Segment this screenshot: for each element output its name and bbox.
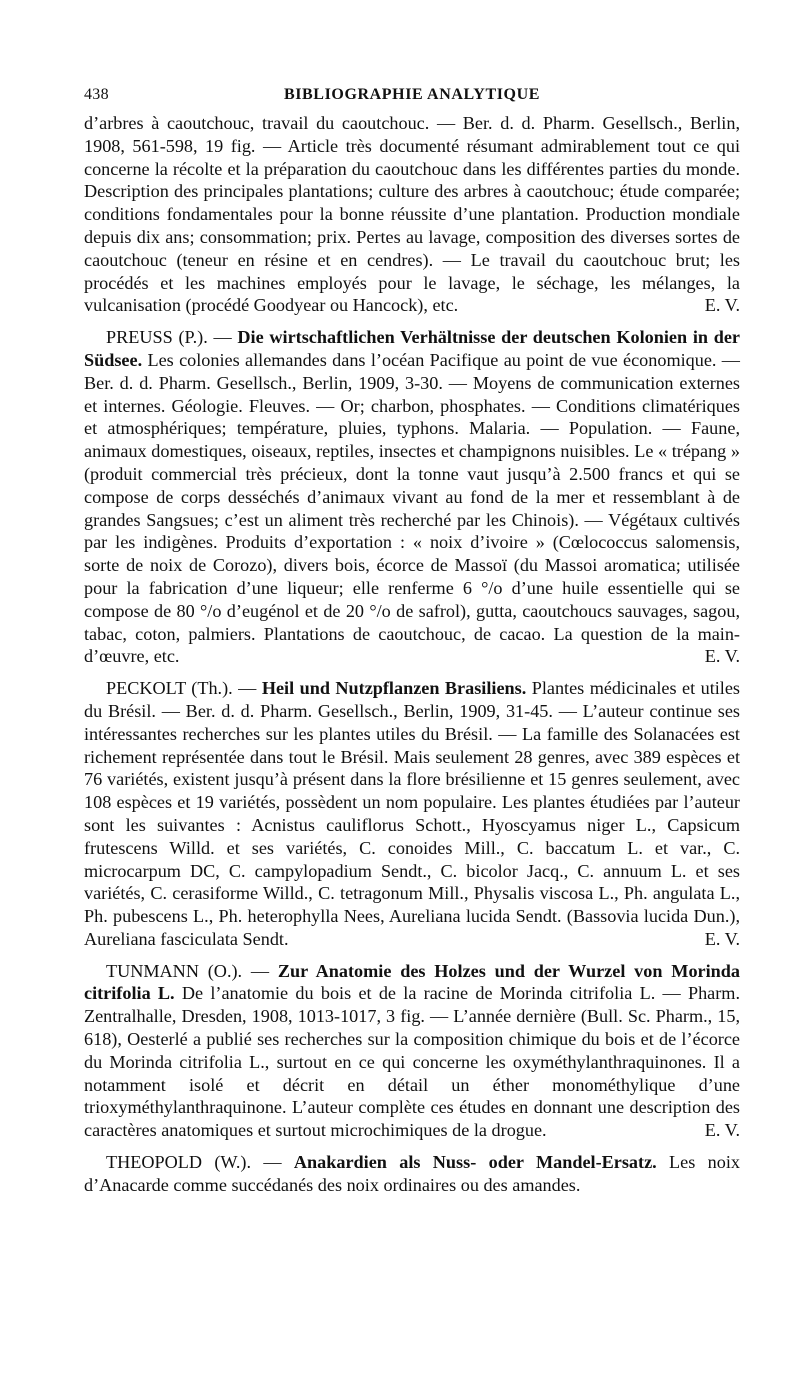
bibliography-entry-tunmann: TUNMANN (O.). — Zur Anatomie des Holzes und der Wurzel von Morinda citrifolia L. De l’anatomie du bois et de la racine de Morinda citrifolia L. — Pharm. Zentralhalle, Dresden, 1908, 1013-1017, 3 fig. — L’année dernière (Bull. Sc. Pharm., 15, 618), Oesterlé a publié ses recherches sur la composition chimique du bois et de l’écorce du Morinda citrifolia L., surtout en ce qui concerne les oxyméthylanthraquinones. Il a notamment isolé et décrit en détail un éther monométhylique d’une trioxyméthylanthraquinone. L’auteur complète ces études en donnant une description des caractères anatomiques et surtout microchimiques de la drogue. E. V.: [84, 960, 740, 1141]
entry-signature: E. V.: [704, 646, 740, 667]
entry-title: Zur Anatomie des Holzes und der Wurzel von Morinda citrifolia L.: [84, 960, 740, 1004]
bibliography-entry-peckolt: PECKOLT (Th.). — Heil und Nutzpflanzen Brasiliens. Plantes médicinales et utiles du Brésil. — Ber. d. d. Pharm. Gesellsch., Berlin, 1909, 31-45. — L’auteur continue ses intéressantes recherches sur les plantes utiles du Brésil. — La famille des Solanacées est richement représentée dans tout le Brésil. Mais seulement 28 genres, avec 389 espèces et 76 variétés, existent jusqu’à présent dans la flore brésilienne et 15 genres seulement, avec 108 espèces et 19 variétés, possèdent un nom populaire. Les plantes étudiées par l’auteur sont les suivantes : Acnistus cauliflorus Schott., Hyoscyamus niger L., Capsicum frutescens Willd. et ses variétés, C. conoides Mill., C. baccatum L. et var., C. microcarpum DC, C. campylopadium Sendt., C. bicolor Jacq., C. annuum L. et ses variétés, C. cerasiforme Willd., C. tetragonum Mill., Physalis viscosa L., Ph. angulata L., Ph. pubescens L., Ph. heterophylla Nees, Aureliana lucida Sendt. (Bassovia lucida Dun.), Aureliana fasciculata Sendt. E. V.: [84, 678, 741, 949]
bibliography-entry-theopold: THEOPOLD (W.). — Anakardien als Nuss- oder Mandel-Ersatz. Les noix d’Anacarde comme succédanés des noix ordinaires ou des amandes.: [84, 1152, 740, 1195]
entry-signature: E. V.: [704, 295, 740, 316]
entry-author: PREUSS (P.).: [106, 327, 208, 348]
entry-text: d’arbres à caoutchouc, travail du caoutchouc. — Ber. d. d. Pharm. Gesellsch., Berlin, 1908, 561-598, 19 fig. — Article très documenté résumant admirablement tout ce qui concerne la récolte et la préparation du caoutchouc dans les différentes parties du monde. Description des principales plantations; culture des arbres à caoutchouc; étude comparée; conditions fondamentales pour la bonne réussite d’une plantation. Production mondiale depuis dix ans; consommation; prix. Pertes au lavage, composition des diverses sortes de caoutchouc (teneur en résine et en cendres). — Le travail du caoutchouc brut; les procédés et les machines employés pour le lavage, le séchage, les mélanges, la vulcanisation (procédé Goodyear ou Hancock), etc.: [84, 113, 740, 316]
page-number: 438: [84, 86, 109, 103]
entry-author: PECKOLT (Th.).: [106, 678, 233, 699]
entry-text: Plantes médicinales et utiles du Brésil. — Ber. d. d. Pharm. Gesellsch., Berlin, 1909, 31-45. — L’auteur continue ses intéressantes recherches sur les plantes utiles du Brésil. — La famille des Solanacées est richement représentée dans tout le Brésil. Mais seulement 28 genres, avec 389 espèces et 76 variétés, existent jusqu’à présent dans la flore brésilienne et 15 genres seulement, avec 108 espèces et 19 variétés, possèdent un nom populaire. Les plantes étudiées par l’auteur sont les suivantes : Acnistus cauliflorus Schott., Hyoscyamus niger L., Capsicum frutescens Willd. et ses variétés, C. conoides Mill., C. baccatum L. et var., C. microcarpum DC, C. campylopadium Sendt., C. bicolor Jacq., C. annuum L. et ses variétés, C. cerasiforme Willd., C. tetragonum Mill., Physalis viscosa L., Ph. angulata L., Ph. pubescens L., Ph. heterophylla Nees, Aureliana lucida Sendt. (Bassovia lucida Dun.), Aureliana fasciculata Sendt.: [84, 678, 741, 949]
entry-title: Heil und Nutzpflanzen Brasiliens.: [261, 678, 527, 699]
running-title: BIBLIOGRAPHIE ANALYTIQUE: [283, 86, 541, 103]
entry-text: Les colonies allemandes dans l’océan Pacifique au point de vue économique. — Ber. d. d. Pharm. Gesellsch., Berlin, 1909, 3-30. — Moyens de communication externes et internes. Géologie. Fleuves. — Or; charbon, phosphates. — Conditions climatériques et atmosphériques; température, pluies, typhons. Malaria. — Population. — Faune, animaux domestiques, oiseaux, reptiles, insectes et champignons nuisibles. Le « trépang » (produit commercial très précieux, dont la tonne vaut jusqu’à 2.500 francs et qui se compose de corps desséchés d’animaux vivant au fond de la mer et ressemblant à de grandes Sangsues; c’est un aliment très recherché par les Chinois). — Végétaux cultivés par les indigènes. Produits d’exportation : « noix d’ivoire » (Cœlococcus salomensis, sorte de noix de Corozo), divers bois, écorce de Massoï (du Massoi aromatica; utilisée pour la fabrication d’une liqueur; elle renferme 6 °/o d’une huile essentielle qui se compose de 80 °/o d’eugénol et de 20 °/o de safrol), gutta, caoutchoucs sauvages, sagou, tabac, coton, palmiers. Plantations de caoutchouc, de cacao. La question de la main-d’œuvre, etc.: [84, 349, 740, 667]
entry-signature: E. V.: [704, 928, 740, 949]
entry-text: De l’anatomie du bois et de la racine de Morinda citrifolia L. — Pharm. Zentralhalle, Dresden, 1908, 1013-1017, 3 fig. — L’année dernière (Bull. Sc. Pharm., 15, 618), Oesterlé a publié ses recherches sur la composition chimique du bois et de l’écorce du Morinda citrifolia L., surtout en ce qui concerne les oxyméthylanthraquinones. Il a notamment isolé et décrit en détail un éther monométhylique d’une trioxyméthylanthraquinone. L’auteur complète ces études en donnant une description des caractères anatomiques et surtout microchimiques de la drogue.: [84, 983, 740, 1141]
bibliography-body: [84, 112, 740, 1197]
entry-text: Les noix d’Anacarde comme succédanés des noix ordinaires ou des amandes.: [84, 1152, 740, 1195]
entry-title: Die wirtschaftlichen Verhältnisse der deutschen Kolonien in der Südsee.: [84, 327, 740, 370]
entry-author: TUNMANN (O.).: [106, 960, 243, 981]
entry-signature: E. V.: [704, 1120, 740, 1141]
entry-title: Anakardien als Nuss- oder Mandel-Ersatz.: [293, 1152, 657, 1173]
running-header: [84, 86, 740, 112]
bibliography-entry-preuss: PREUSS (P.). — Die wirtschaftlichen Verhältnisse der deutschen Kolonien in der Südsee. Les colonies allemandes dans l’océan Pacifique au point de vue économique. — Ber. d. d. Pharm. Gesellsch., Berlin, 1909, 3-30. — Moyens de communication externes et internes. Géologie. Fleuves. — Or; charbon, phosphates. — Conditions climatériques et atmosphériques; température, pluies, typhons. Malaria. — Population. — Faune, animaux domestiques, oiseaux, reptiles, insectes et champignons nuisibles. Le « trépang » (produit commercial très précieux, dont la tonne vaut jusqu’à 2.500 francs et qui se compose de corps desséchés d’animaux vivant au fond de la mer et ressemblant à de grandes Sangsues; c’est un aliment très recherché par les Chinois). — Végétaux cultivés par les indigènes. Produits d’exportation : « noix d’ivoire » (Cœlococcus salomensis, sorte de noix de Corozo), divers bois, écorce de Massoï (du Massoi aromatica; utilisée pour la fabrication d’une liqueur; elle renferme 6 °/o d’une huile essentielle qui se compose de 80 °/o d’eugénol et de 20 °/o de safrol), gutta, caoutchoucs sauvages, sagou, tabac, coton, palmiers. Plantations de caoutchouc, de cacao. La question de la main-d’œuvre, etc. E. V.: [84, 327, 740, 667]
continued-entry: [84, 112, 740, 317]
entry-author: THEOPOLD (W.).: [106, 1152, 252, 1173]
